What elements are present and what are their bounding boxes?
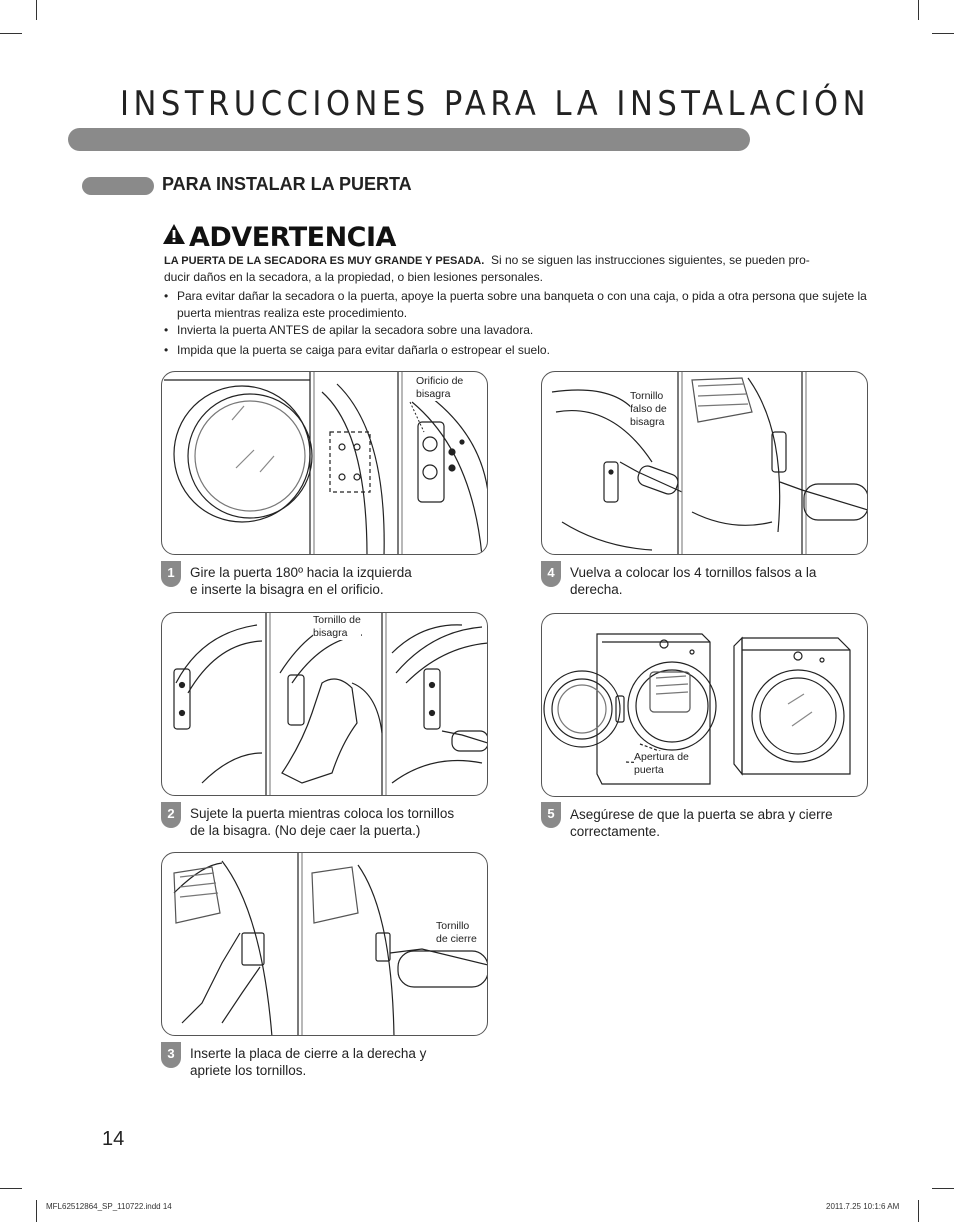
crop-mark xyxy=(918,1200,919,1222)
step-2-text xyxy=(190,805,454,839)
step-4-number: 4 xyxy=(541,561,561,587)
crop-mark xyxy=(0,1188,22,1189)
section-pill xyxy=(82,177,154,195)
callout-line: de cierre xyxy=(436,933,477,945)
warning-bullet: • Impida que la puerta se caiga para evitar dañarla o estropear el suelo. xyxy=(164,343,550,357)
step-1-number: 1 xyxy=(161,561,181,587)
step-text-line: de la bisagra. (No deje caer la puerta.) xyxy=(190,823,421,838)
step-2-illustration xyxy=(161,612,488,796)
step-3-text xyxy=(190,1045,426,1079)
step-text-line: Sujete la puerta mientras coloca los tornillos xyxy=(190,806,455,821)
crop-mark xyxy=(932,33,954,34)
page-title: INSTRUCCIONES PARA LA INSTALACIÓN xyxy=(120,84,871,124)
step-text-line: Asegúrese de que la puerta se abra y cierre xyxy=(570,807,833,822)
step-5-text xyxy=(570,806,833,840)
step-1-text xyxy=(190,564,412,598)
footer-file-info: MFL62512864_SP_110722.indd 14 xyxy=(46,1202,172,1211)
callout-line: falso de xyxy=(630,403,667,415)
callout-door-opening xyxy=(634,751,689,777)
callout-line: Tornillo de xyxy=(313,614,361,626)
warning-bullet-text: Impida que la puerta se caiga para evitar dañarla o estropear el suelo. xyxy=(177,343,550,357)
callout-strike-screw xyxy=(436,920,477,946)
crop-mark xyxy=(36,0,37,20)
step-5-illustration xyxy=(541,613,868,797)
warning-bullet: • Invierta la puerta ANTES de apilar la secadora sobre una lavadora. xyxy=(164,323,534,337)
step-4-illustration xyxy=(541,371,868,555)
footer-timestamp: 2011.7.25 10:1:6 AM xyxy=(826,1202,900,1211)
warning-triangle-icon xyxy=(162,222,186,253)
warning-heading-text: ADVERTENCIA xyxy=(189,222,396,253)
callout-line: Tornillo xyxy=(630,390,664,402)
step-text-line: Vuelva a colocar los 4 tornillos falsos a la xyxy=(570,565,817,580)
callout-line: Tornillo xyxy=(436,920,470,932)
crop-mark xyxy=(36,1200,37,1222)
crop-mark xyxy=(918,0,919,20)
crop-mark xyxy=(0,33,22,34)
section-title: PARA INSTALAR LA PUERTA xyxy=(162,174,412,194)
step-5-number: 5 xyxy=(541,802,561,828)
page-number: 14 xyxy=(102,1128,125,1150)
callout-line: bisagra xyxy=(416,388,451,400)
step-3-illustration xyxy=(161,852,488,1036)
step-text-line: apriete los tornillos. xyxy=(190,1063,307,1078)
step-text-line: correctamente. xyxy=(570,824,661,839)
warning-heading xyxy=(162,222,396,253)
step-text-line: e inserte la bisagra en el orificio. xyxy=(190,582,384,597)
step-text-line: Inserte la placa de cierre a la derecha y xyxy=(190,1046,427,1061)
callout-line: bisagra xyxy=(630,416,665,428)
step-text-line: Gire la puerta 180º hacia la izquierda xyxy=(190,565,412,580)
title-bar xyxy=(68,128,750,151)
warning-lead-line-2: ducir daños en la secadora, a la propiedad, o bien lesiones personales. xyxy=(164,270,543,284)
step-3-number: 3 xyxy=(161,1042,181,1068)
callout-line: puerta xyxy=(634,764,664,776)
warning-bullet-text: Para evitar dañar la secadora o la puerta, apoye la puerta sobre una banqueta o con una caja, o pida a otra persona que sujete la puerta mientras realiza este procedimiento. xyxy=(177,289,867,320)
warning-lead-bold: LA PUERTA DE LA SECADORA ES MUY GRANDE Y PESADA. xyxy=(164,255,485,267)
step-1-illustration xyxy=(161,371,488,555)
dummy-screws-drawing xyxy=(542,372,868,555)
step-text-line: derecha. xyxy=(570,582,623,597)
callout-line: bisagra xyxy=(313,627,348,639)
dryer-door-check-drawing xyxy=(542,614,868,797)
crop-mark xyxy=(932,1188,954,1189)
warning-bullet: • Para evitar dañar la secadora o la puerta, apoye la puerta sobre una banqueta o con una caja, o pida a otra persona que sujete la puerta mientras realiza este procedimiento. xyxy=(164,289,867,320)
callout-line: Apertura de xyxy=(634,751,689,763)
step-2-number: 2 xyxy=(161,802,181,828)
warning-lead-rest-1: Si no se siguen las instrucciones siguientes, se pueden pro- xyxy=(490,253,810,267)
step-4-text xyxy=(570,564,816,598)
callout-line: Orificio de xyxy=(416,375,464,387)
callout-hinge-screw xyxy=(313,614,361,640)
hinge-screws-drawing xyxy=(162,613,488,796)
callout-dummy-hinge-screw xyxy=(630,390,667,429)
warning-bullet-text: Invierta la puerta ANTES de apilar la secadora sobre una lavadora. xyxy=(177,323,534,337)
callout-hinge-hole xyxy=(416,375,463,401)
